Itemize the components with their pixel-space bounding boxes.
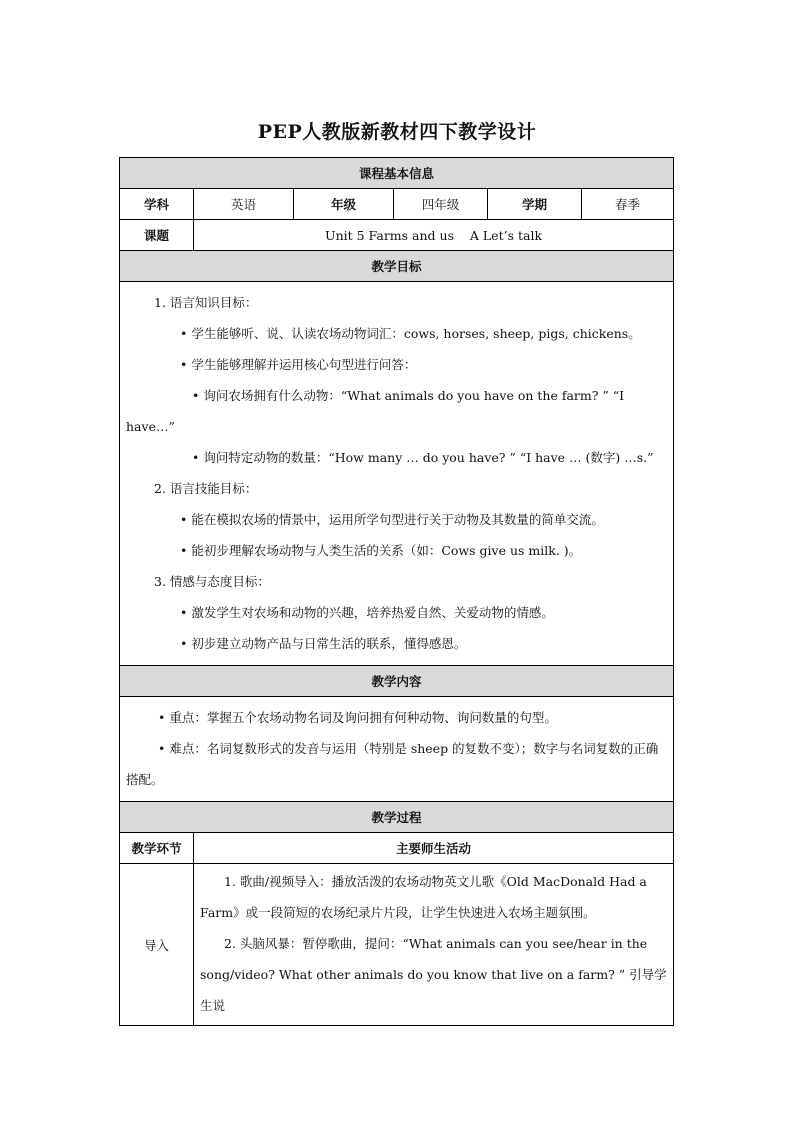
grade-label: 年级: [294, 189, 394, 220]
subject-label: 学科: [120, 189, 194, 220]
key-point: • 重点：掌握五个农场动物名词及询问拥有何种动物、询问数量的句型。: [158, 710, 557, 725]
objective-item: • 学生能够理解并运用核心句型进行问答：: [180, 357, 417, 372]
content-body: [120, 697, 674, 802]
process-activities: [194, 864, 674, 1026]
objective-item: • 询问农场拥有什么动物：“What animals do you have on the farm? ” “I have…”: [126, 388, 625, 434]
content-header: 教学内容: [120, 666, 674, 697]
term-value: 春季: [582, 189, 674, 220]
grade-value: 四年级: [394, 189, 488, 220]
process-stage-column-header: 教学环节: [120, 833, 194, 864]
process-stage-intro: 导入: [120, 864, 194, 1026]
process-activity-column-header: 主要师生活动: [194, 833, 674, 864]
topic-value: Unit 5 Farms and us A Let’s talk: [194, 220, 674, 251]
document-title: PEP人教版新教材四下教学设计: [257, 121, 537, 143]
objective-item: • 学生能够听、说、认读农场动物词汇：cows, horses, sheep, pigs, chickens。: [180, 326, 641, 341]
objective-heading: 2. 语言技能目标：: [154, 481, 258, 496]
subject-value: 英语: [194, 189, 294, 220]
objective-item: • 询问特定动物的数量：“How many … do you have? ” “I have … (数字) …s.”: [192, 450, 654, 465]
objective-heading: 1. 语言知识目标：: [154, 295, 258, 310]
objective-item: • 激发学生对农场和动物的兴趣，培养热爱自然、关爱动物的情感。: [180, 605, 554, 620]
activity-item: 1. 歌曲/视频导入：播放活泼的农场动物英文儿歌《Old MacDonald Had a Farm》或一段简短的农场纪录片片段，让学生快速进入农场主题氛围。: [200, 874, 647, 920]
process-header: 教学过程: [120, 802, 674, 833]
objective-item: • 能在模拟农场的情景中，运用所学句型进行关于动物及其数量的简单交流。: [180, 512, 604, 527]
objective-item: • 初步建立动物产品与日常生活的联系，懂得感恩。: [180, 636, 467, 651]
difficult-point: • 难点：名词复数形式的发音与运用（特别是 sheep 的复数不变）；数字与名词复数的正确搭配。: [126, 741, 659, 787]
topic-label: 课题: [120, 220, 194, 251]
term-label: 学期: [488, 189, 582, 220]
objective-item: • 能初步理解农场动物与人类生活的关系（如：Cows give us milk. )。: [180, 543, 582, 558]
objectives-body: [120, 282, 674, 666]
basic-info-header: 课程基本信息: [120, 158, 674, 189]
objective-heading: 3. 情感与态度目标：: [154, 574, 270, 589]
activity-item: 2. 头脑风暴：暂停歌曲，提问：“What animals can you see/hear in the song/video? What other animals do you know that live on a farm? ” 引导学生说: [200, 936, 667, 1013]
objectives-header: 教学目标: [120, 251, 674, 282]
lesson-plan-table: [119, 157, 674, 1026]
